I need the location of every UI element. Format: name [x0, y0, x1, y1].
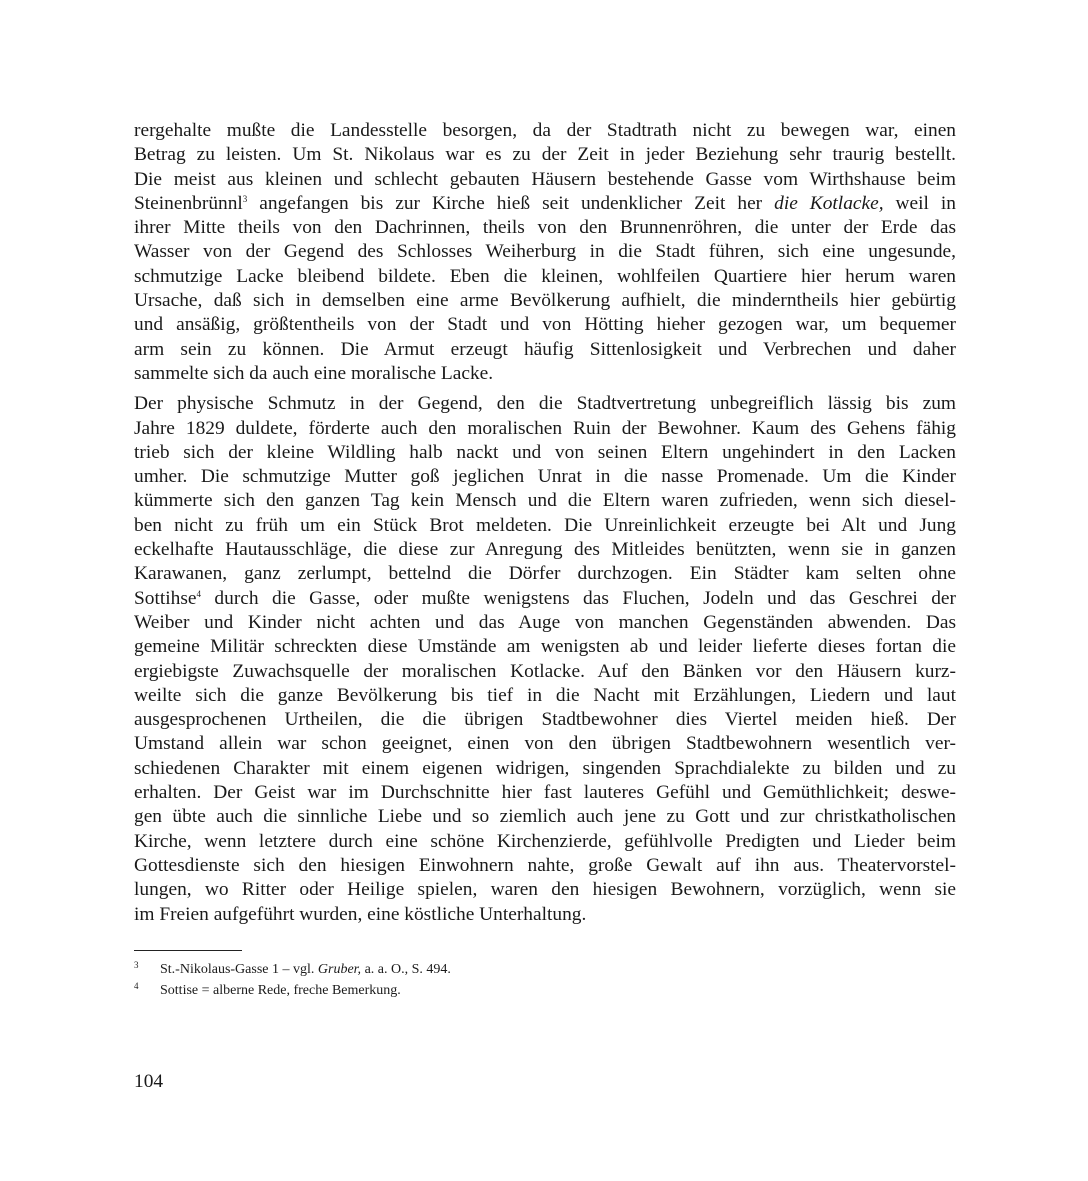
paragraph-1 — [134, 119, 956, 386]
footnote-ref: 4 — [196, 588, 201, 599]
text-line: weilte sich die ganze Bevölkerung bis tief in die Nacht mit Erzählungen, Liedern und laut — [134, 684, 956, 706]
text-line: trieb sich der kleine Wildling halb nackt und von seinen Eltern ungehindert in den Lacken — [134, 441, 956, 463]
page-number: 104 — [134, 1071, 164, 1092]
text-line: Der physische Schmutz in der Gegend, den die Stadtvertretung unbegreiflich lässig bis zum — [134, 393, 956, 415]
text-line: gen übte auch die sinnliche Liebe und so ziemlich auch jene zu Gott und zur christkatholischen — [134, 806, 956, 828]
footnote-3 — [134, 959, 956, 980]
text-line: Steinenbrünnl$^3$ angefangen bis zur Kirche hieß seit undenklicher Zeit her die Kotlacke, weil in — [134, 192, 956, 214]
text-line: gemeine Militär schreckten diese Umstände am wenigsten ab und leider lieferte dieses fortan die — [134, 636, 956, 658]
main-text — [134, 119, 956, 927]
text-line: Kirche, wenn letztere durch eine schöne Kirchenzierde, gefühlvolle Predigten und Lieder beim — [134, 830, 956, 852]
text-line: Wasser von der Gegend des Schlosses Weiherburg in die Stadt führen, sich eine ungesunde, — [134, 241, 956, 263]
text-line: Weiber und Kinder nicht achten und das Auge von manchen Gegenständen abwenden. Das — [134, 611, 956, 633]
text-line: Gottesdienste sich den hiesigen Einwohnern nahte, große Gewalt auf ihn aus. Theatervorstel- — [134, 854, 956, 876]
footnote-4 — [134, 980, 956, 1001]
text-line: ben nicht zu früh um ein Stück Brot meldeten. Die Unreinlichkeit erzeugte bei Alt und Jung — [134, 514, 956, 536]
text-line: Betrag zu leisten. Um St. Nikolaus war es zu der Zeit in jeder Beziehung sehr traurig bestellt. — [134, 144, 956, 166]
text-line: Jahre 1829 duldete, förderte auch den moralischen Ruin der Bewohner. Kaum des Gehens fähig — [134, 417, 956, 439]
text-line: und ansäßig, größtentheils von der Stadt und von Hötting hieher gezogen war, um bequemer — [134, 314, 956, 336]
text-line: sammelte sich da auch eine moralische Lacke. — [134, 362, 494, 384]
text-line: im Freien aufgeführt wurden, eine köstliche Unterhaltung. — [134, 903, 587, 925]
text-line: ausgesprochenen Urtheilen, die die übrigen Stadtbewohner dies Viertel meiden hieß. Der — [134, 709, 956, 731]
footnotes — [134, 959, 956, 1001]
text-line: Karawanen, ganz zerlumpt, bettelnd die Dörfer durchzogen. Ein Städter kam selten ohne — [134, 563, 956, 585]
footnote-italic: Gruber, — [317, 962, 362, 977]
text-line: lungen, wo Ritter oder Heilige spielen, waren den hiesigen Bewohnern, vorzüglich, wenn sie — [134, 879, 956, 901]
text-line: ergiebigste Zuwachsquelle der moralischen Kotlacke. Auf den Bänken vor den Häusern kurz- — [134, 660, 956, 682]
text-line: Ursache, daß sich in demselben eine arme Bevölkerung aufhielt, die minderntheils hier gebürtig — [134, 290, 956, 312]
text-line: umher. Die schmutzige Mutter goß jeglichen Unrat in die nasse Promenade. Um die Kinder — [134, 466, 956, 488]
footnote-text-end: a. a. O., S. 494. — [361, 962, 451, 977]
text-line: Sottihse$^4$ durch die Gasse, oder mußte wenigstens das Fluchen, Jodeln und das Geschrei der — [134, 587, 956, 609]
text-line: arm sein zu können. Die Armut erzeugt häufig Sittenlosigkeit und Verbrechen und daher — [134, 338, 956, 360]
footnote-text: Sottise = alberne Rede, freche Bemerkung. — [160, 983, 401, 998]
footnote-mark: 3 — [134, 960, 139, 970]
text-line: eckelhafte Hautausschläge, die diese zur Anregung des Mitleides benützten, wenn sie in ganzen — [134, 539, 956, 561]
footnote-text: St.-Nikolaus-Gasse 1 – vgl. — [160, 962, 318, 977]
paragraph-2 — [134, 392, 956, 927]
text-line: schmutzige Lacke bleibend bildete. Eben die kleinen, wohlfeilen Quartiere hier herum waren — [134, 265, 956, 287]
text-line: erhalten. Der Geist war im Durchschnitte hier fast lauteres Gefühl und Gemüthlichkeit; deswe- — [134, 782, 956, 804]
text-line: Die meist aus kleinen und schlecht gebauten Häusern bestehende Gasse vom Wirthshause beim — [134, 168, 956, 190]
text-line: kümmerte sich den ganzen Tag kein Mensch und die Eltern waren zufrieden, wenn sich diesel- — [134, 490, 956, 512]
footnote-divider — [134, 950, 242, 951]
text-line: schiedenen Charakter mit einem eigenen widrigen, singenden Sprachdialekte zu bilden und zu — [134, 757, 956, 779]
text-line: Umstand allein war schon geeignet, einen von den übrigen Stadtbewohnern wesentlich ver- — [134, 733, 956, 755]
footnote-mark: 4 — [134, 981, 139, 991]
footnote-ref: 3 — [242, 193, 248, 204]
text-line: rergehalte mußte die Landesstelle besorgen, da der Stadtrath nicht zu bewegen war, einen — [134, 120, 956, 141]
text-line: ihrer Mitte theils von den Dachrinnen, theils von den Brunnenröhren, die unter der Erde das — [134, 217, 956, 239]
